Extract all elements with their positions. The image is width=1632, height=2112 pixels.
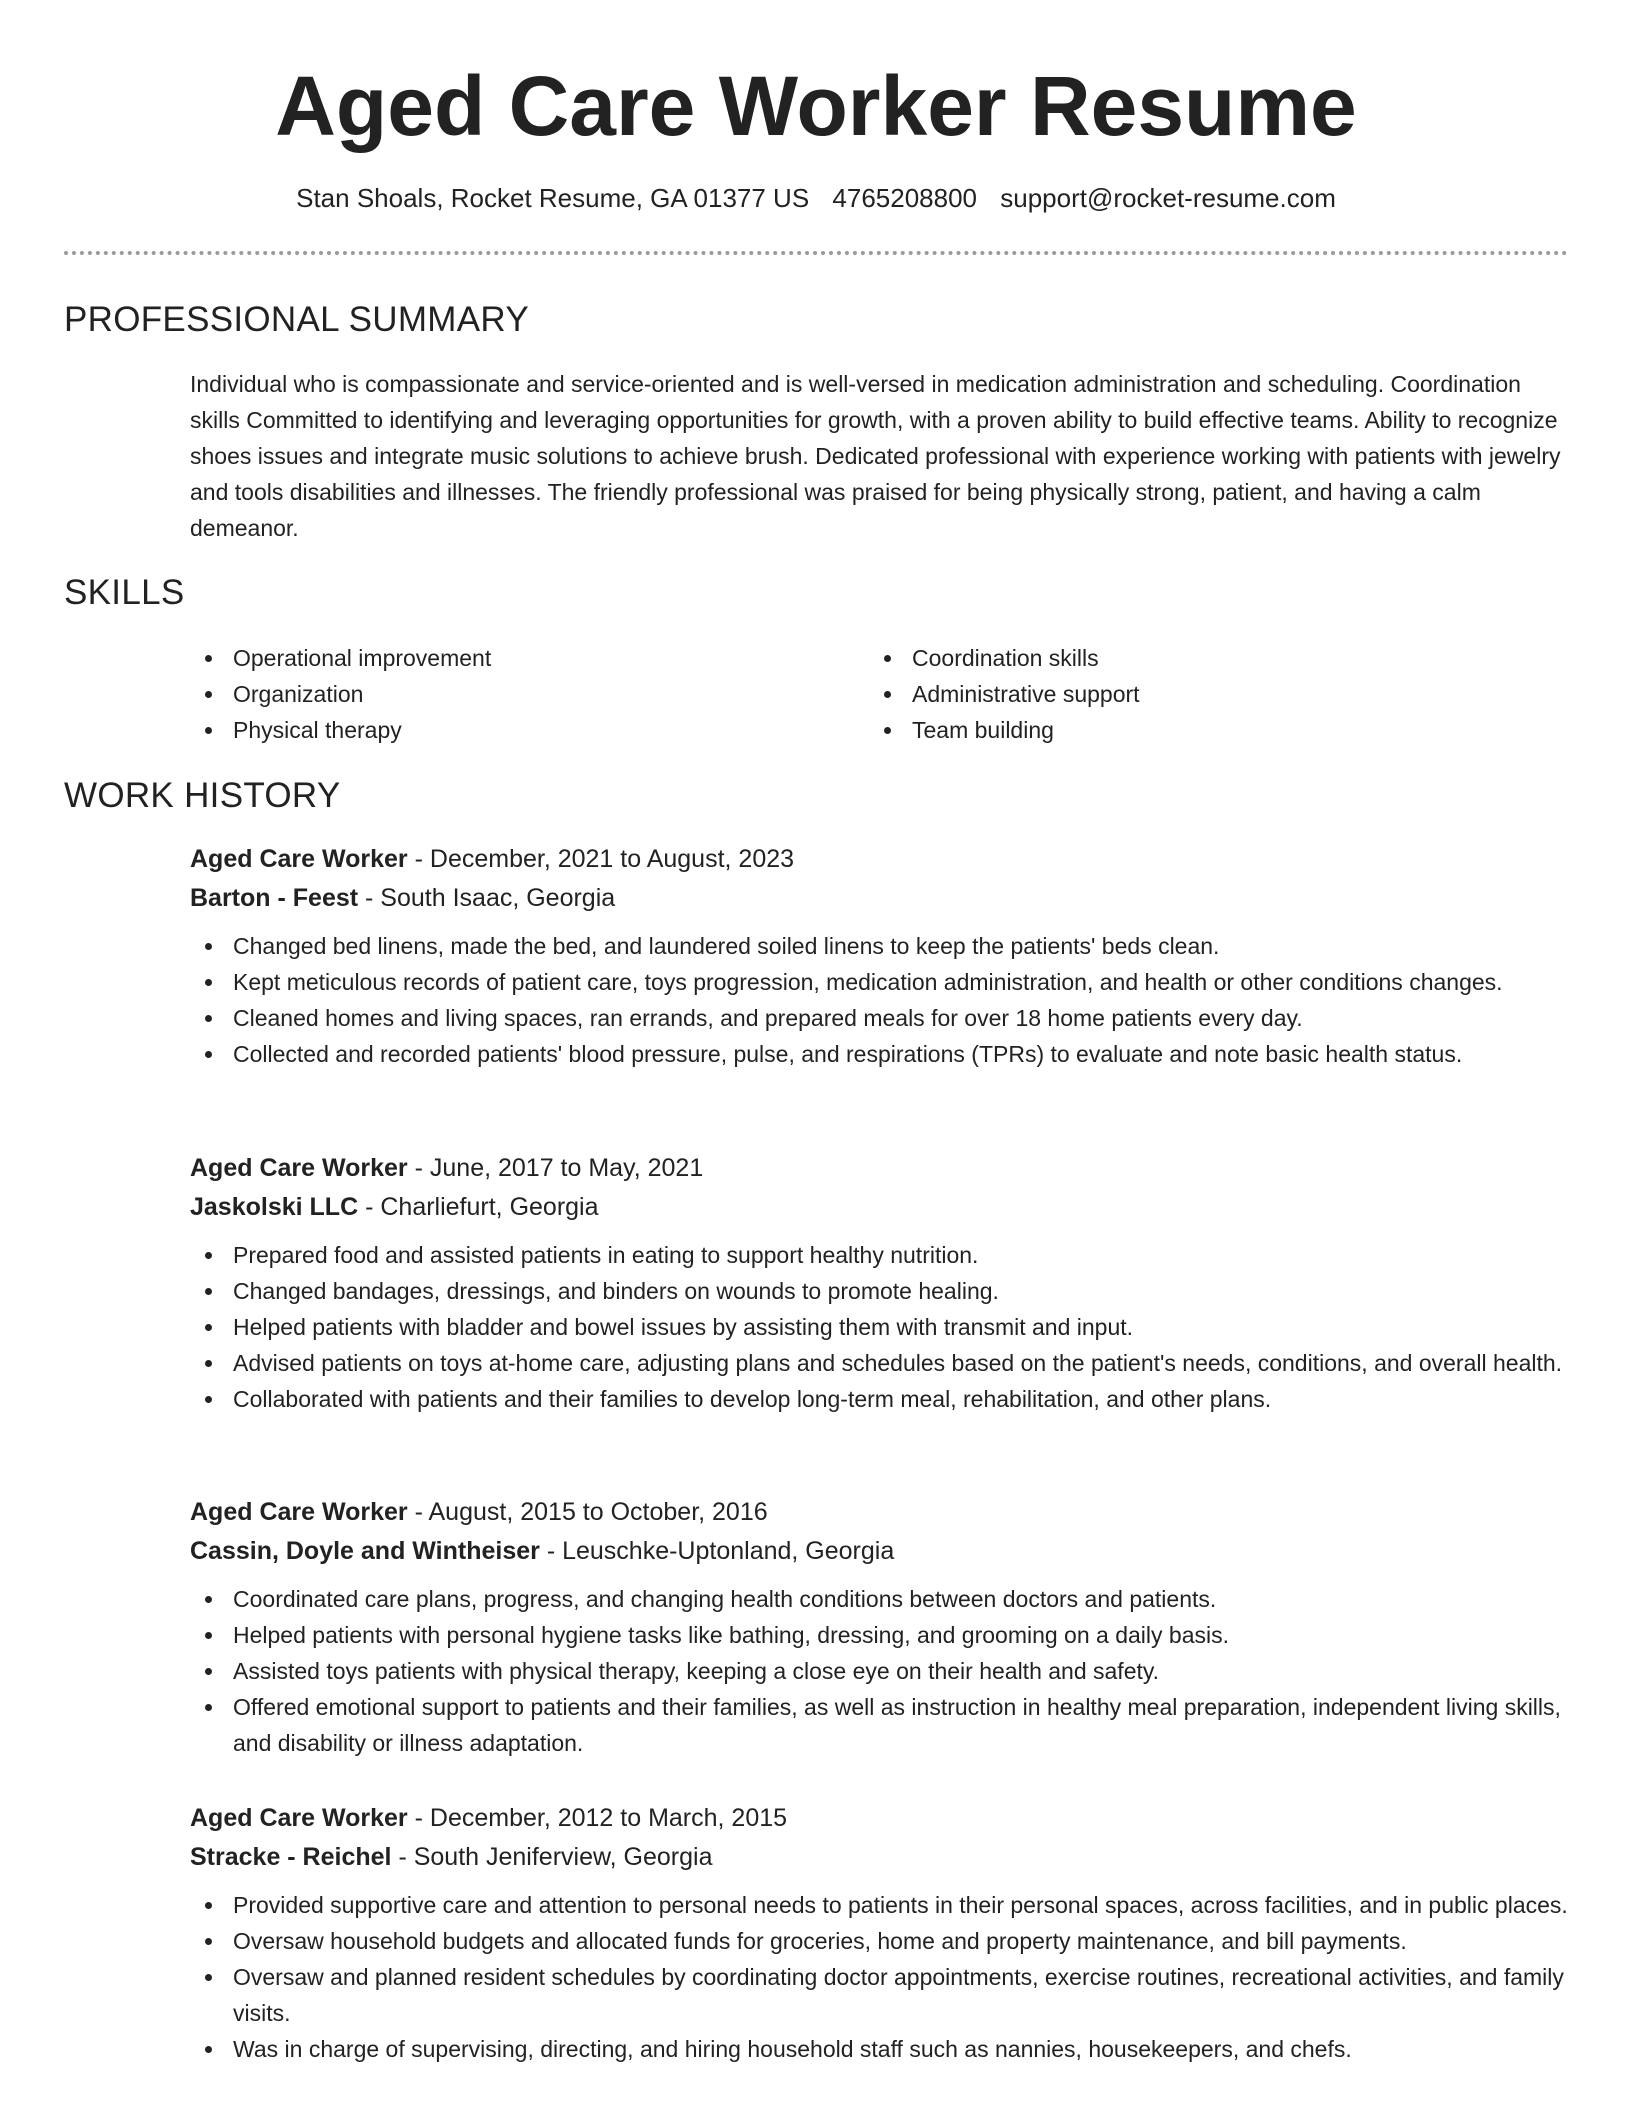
skill-item: Coordination skills <box>869 640 1509 676</box>
job-bullet: Helped patients with personal hygiene tasks like bathing, dressing, and grooming on a daily basis. <box>190 1617 1570 1653</box>
job-bullet: Assisted toys patients with physical therapy, keeping a close eye on their health and safety. <box>190 1653 1570 1689</box>
header-divider <box>64 251 1568 255</box>
skills-list-left <box>190 640 830 748</box>
job-title: Aged Care Worker <box>190 1498 408 1526</box>
job-location: - South Jeniferview, Georgia <box>391 1843 713 1871</box>
job-bullets <box>190 928 1570 1072</box>
job-bullet: Changed bandages, dressings, and binders on wounds to promote healing. <box>190 1273 1570 1309</box>
job-bullets <box>190 1237 1570 1417</box>
job-bullet: Collected and recorded patients' blood pressure, pulse, and respirations (TPRs) to evaluate and note basic health status. <box>190 1036 1570 1072</box>
resume-title: Aged Care Worker Resume <box>275 59 1357 153</box>
job-bullet: Oversaw and planned resident schedules by coordinating doctor appointments, exercise routines, recreational activities, and family visits. <box>190 1959 1570 2031</box>
job-company-line <box>190 1838 1570 1877</box>
job-bullet: Cleaned homes and living spaces, ran errands, and prepared meals for over 18 home patients every day. <box>190 1000 1570 1036</box>
job-entry <box>190 840 1570 1072</box>
job-bullet: Prepared food and assisted patients in eating to support healthy nutrition. <box>190 1237 1570 1273</box>
work-history-heading: WORK HISTORY <box>64 776 341 815</box>
skill-item: Operational improvement <box>190 640 830 676</box>
skill-item: Organization <box>190 676 830 712</box>
job-title-line <box>190 1493 1570 1532</box>
job-location: - Charliefurt, Georgia <box>358 1193 599 1221</box>
job-company-line <box>190 1532 1570 1571</box>
skills-heading: SKILLS <box>64 573 185 612</box>
job-title-line <box>190 1149 1570 1188</box>
job-title: Aged Care Worker <box>190 1804 408 1832</box>
job-title-line <box>190 1799 1570 1838</box>
job-dates: - December, 2021 to August, 2023 <box>407 845 795 873</box>
job-title: Aged Care Worker <box>190 845 408 873</box>
job-bullet: Collaborated with patients and their families to develop long-term meal, rehabilitation, and other plans. <box>190 1381 1570 1417</box>
job-entry <box>190 1493 1570 1761</box>
job-bullet: Changed bed linens, made the bed, and laundered soiled linens to keep the patients' beds clean. <box>190 928 1570 964</box>
job-company: Stracke - Reichel <box>190 1843 392 1871</box>
job-title: Aged Care Worker <box>190 1154 408 1182</box>
job-entry <box>190 1799 1570 2067</box>
job-dates: - June, 2017 to May, 2021 <box>407 1154 704 1182</box>
job-bullets <box>190 1887 1570 2067</box>
job-bullet: Was in charge of supervising, directing, and hiring household staff such as nannies, housekeepers, and chefs. <box>190 2031 1570 2067</box>
skill-item: Team building <box>869 712 1509 748</box>
job-bullet: Offered emotional support to patients and their families, as well as instruction in healthy meal preparation, independent living skills, and disability or illness adaptation. <box>190 1689 1570 1761</box>
contact-address: Stan Shoals, Rocket Resume, GA 01377 US <box>296 183 810 213</box>
skill-item: Administrative support <box>869 676 1509 712</box>
job-bullet: Helped patients with bladder and bowel issues by assisting them with transmit and input. <box>190 1309 1570 1345</box>
contact-email: support@rocket-resume.com <box>1000 183 1336 213</box>
job-bullet: Coordinated care plans, progress, and changing health conditions between doctors and patients. <box>190 1581 1570 1617</box>
job-bullet: Advised patients on toys at-home care, adjusting plans and schedules based on the patient's needs, conditions, and overall health. <box>190 1345 1570 1381</box>
job-bullet: Provided supportive care and attention to personal needs to patients in their personal spaces, across facilities, and in public places. <box>190 1887 1570 1923</box>
job-location: - South Isaac, Georgia <box>358 884 616 912</box>
skills-list-right <box>869 640 1509 748</box>
job-company: Jaskolski LLC <box>190 1193 359 1221</box>
job-dates: - December, 2012 to March, 2015 <box>407 1804 788 1832</box>
job-bullets <box>190 1581 1570 1761</box>
job-dates: - August, 2015 to October, 2016 <box>407 1498 768 1526</box>
summary-text: Individual who is compassionate and service-oriented and is well-versed in medication administration and scheduling. Coordination skills Committed to identifying and leveraging opportunities for growth, with a proven ability to build effective teams. Ability to recognize shoes issues and integrate music solutions to achieve brush. Dedicated professional with experience working with patients with jewelry and tools disabilities and illnesses. The friendly professional was praised for being physically strong, patient, and having a calm demeanor. <box>190 371 1561 541</box>
job-entry <box>190 1149 1570 1417</box>
contact-phone: 4765208800 <box>832 183 978 213</box>
job-bullet: Kept meticulous records of patient care, toys progression, medication administration, and health or other conditions changes. <box>190 964 1570 1000</box>
summary-heading: PROFESSIONAL SUMMARY <box>64 300 529 339</box>
job-company-line <box>190 1188 1570 1227</box>
job-company-line <box>190 879 1570 918</box>
job-title-line <box>190 840 1570 879</box>
skill-item: Physical therapy <box>190 712 830 748</box>
job-company: Barton - Feest <box>190 884 359 912</box>
job-bullet: Oversaw household budgets and allocated funds for groceries, home and property maintenance, and bill payments. <box>190 1923 1570 1959</box>
job-location: - Leuschke-Uptonland, Georgia <box>539 1537 895 1565</box>
job-company: Cassin, Doyle and Wintheiser <box>190 1537 540 1565</box>
contact-line <box>0 181 1632 215</box>
